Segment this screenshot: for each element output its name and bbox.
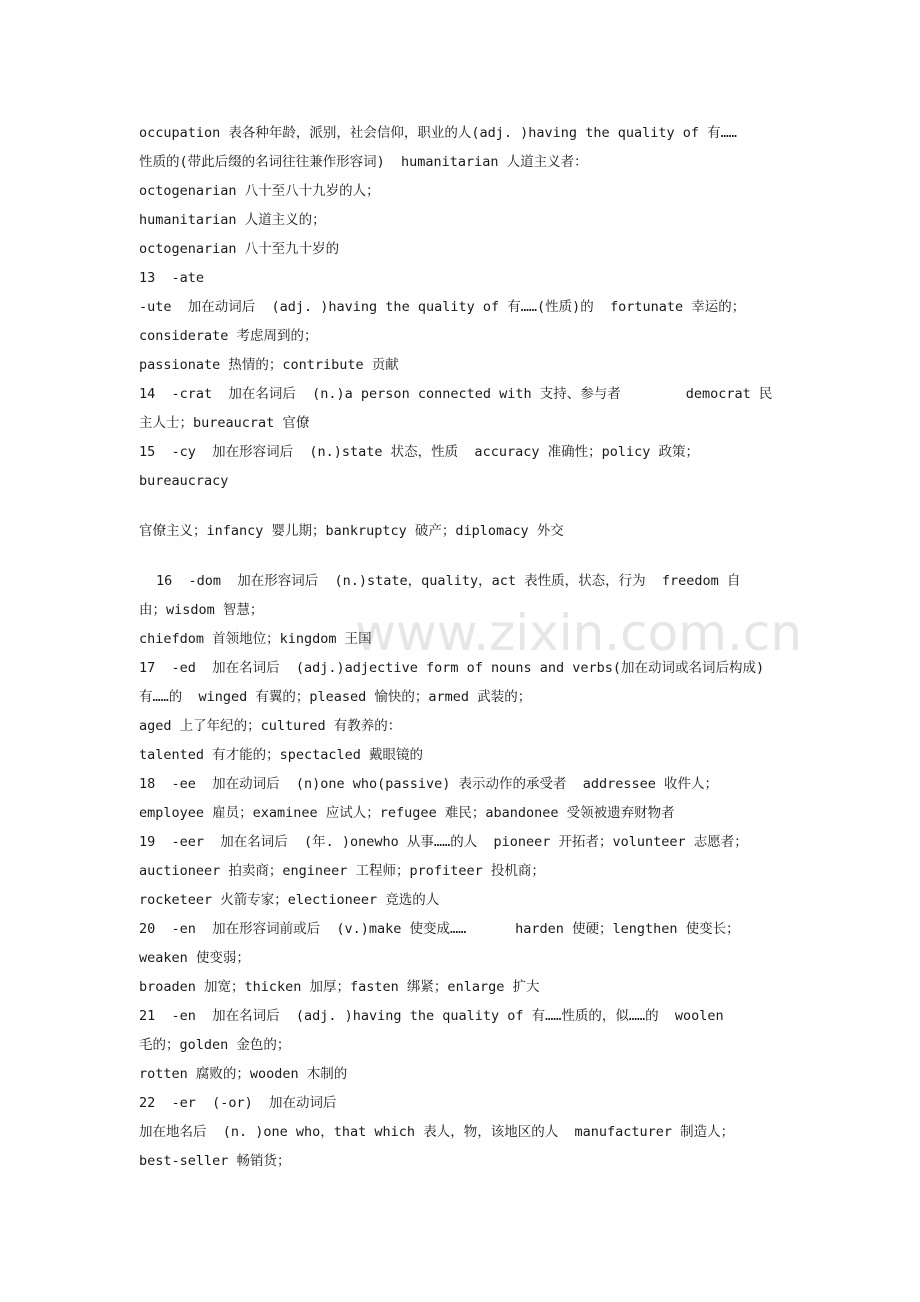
text-line: 17 -ed 加在名词后 (adj.)adjective form of nouns and verbs(加在动词或名词后构成) — [139, 660, 765, 676]
text-line: 21 -en 加在名词后 (adj. )having the quality of 有……性质的，似……的 woolen — [139, 1008, 724, 1024]
paragraph-gap — [139, 546, 799, 567]
text-line: passionate 热情的；contribute 贡献 — [139, 357, 399, 373]
text-line: aged 上了年纪的；cultured 有教养的： — [139, 718, 402, 734]
text-line: auctioneer 拍卖商；engineer 工程师；profiteer 投机商； — [139, 863, 545, 879]
text-line: 由；wisdom 智慧； — [139, 602, 264, 618]
text-line: chiefdom 首领地位；kingdom 王国 — [139, 631, 372, 647]
text-line: humanitarian 人道主义的； — [139, 212, 326, 228]
text-line: best-seller 畅销货； — [139, 1153, 291, 1169]
text-line: 毛的；golden 金色的； — [139, 1037, 291, 1053]
text-line: occupation 表各种年龄，派别，社会信仰，职业的人(adj. )having the quality of 有…… — [139, 125, 737, 141]
text-line: octogenarian 八十至九十岁的 — [139, 241, 340, 257]
text-line: 主人士；bureaucrat 官僚 — [139, 415, 310, 431]
text-line: rocketeer 火箭专家；electioneer 竞选的人 — [139, 892, 440, 908]
text-line: 16 -dom 加在形容词后 (n.)state，quality，act 表性质，状态，行为 freedom 自 — [156, 573, 741, 589]
paragraph-gap — [139, 496, 799, 517]
text-line: 18 -ee 加在动词后 (n)one who(passive) 表示动作的承受者 addressee 收件人； — [139, 776, 718, 792]
text-line: 20 -en 加在形容词前或后 (v.)make 使变成…… harden 使硬；lengthen 使变长； — [139, 921, 740, 937]
text-line: 性质的(带此后缀的名词往往兼作形容词) humanitarian 人道主义者： — [139, 154, 588, 170]
text-line: considerate 考虑周到的； — [139, 328, 318, 344]
text-line: employee 雇员；examinee 应试人；refugee 难民；abandonee 受领被遗弃财物者 — [139, 805, 675, 821]
text-line: 14 -crat 加在名词后 (n.)a person connected with 支持、参与者 democrat 民 — [139, 386, 773, 402]
text-line: talented 有才能的；spectacled 戴眼镜的 — [139, 747, 424, 763]
text-line: -ute 加在动词后 (adj. )having the quality of 有……(性质)的 fortunate 幸运的； — [139, 299, 746, 315]
text-line: rotten 腐败的；wooden 木制的 — [139, 1066, 348, 1082]
text-line: 15 -cy 加在形容词后 (n.)state 状态，性质 accuracy 准确性；policy 政策； — [139, 444, 699, 460]
text-line: bureaucracy — [139, 473, 229, 489]
text-line: 22 -er (-or) 加在动词后 — [139, 1095, 337, 1111]
text-line: broaden 加宽；thicken 加厚；fasten 绑紧；enlarge 扩大 — [139, 979, 540, 995]
text-line: 13 -ate — [139, 270, 205, 286]
text-line: octogenarian 八十至八十九岁的人； — [139, 183, 380, 199]
text-line: 有……的 winged 有翼的；pleased 愉快的；armed 武装的； — [139, 689, 532, 705]
watermark: www.zixin.com.cn — [355, 604, 803, 662]
text-line: 官僚主义；infancy 婴儿期；bankruptcy 破产；diplomacy 外交 — [139, 523, 564, 539]
text-line: weaken 使变弱； — [139, 950, 250, 966]
text-line: 19 -eer 加在名词后 (年. )onewho 从事……的人 pioneer 开拓者；volunteer 志愿者； — [139, 834, 748, 850]
text-line: 加在地名后 (n. )one who，that which 表人，物，该地区的人 manufacturer 制造人； — [139, 1124, 735, 1140]
document-body — [139, 119, 799, 1176]
